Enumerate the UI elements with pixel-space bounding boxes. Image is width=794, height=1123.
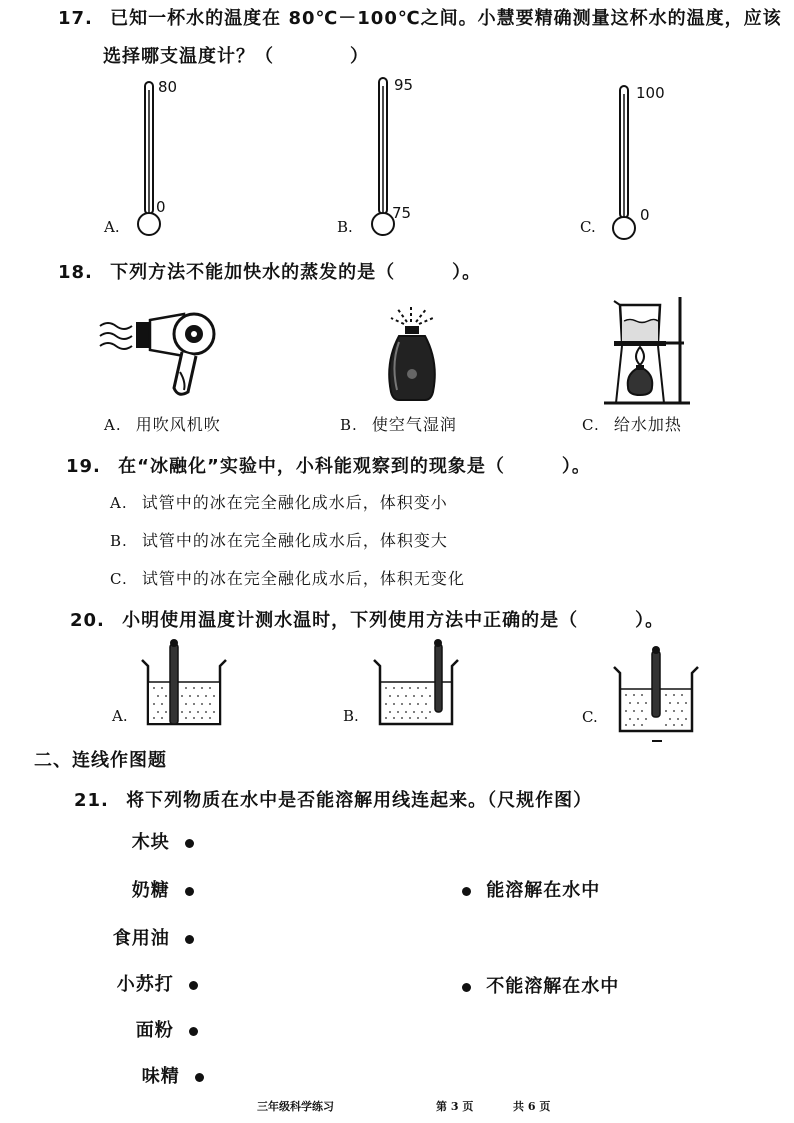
footer-page-number: 第 3 页	[436, 1100, 474, 1113]
connection-dot-icon[interactable]	[189, 981, 198, 990]
footer-subject: 三年级科学练习	[257, 1100, 334, 1113]
connection-dot-icon[interactable]	[462, 887, 471, 896]
q21-right-item-label: 不能溶解在水中	[486, 976, 620, 997]
q19-option-a-label: A.	[110, 494, 128, 512]
q19-option-c-label: C.	[110, 570, 128, 588]
q19-option-c[interactable]	[110, 566, 465, 589]
q17-option-a-label: A.	[104, 218, 120, 236]
humidifier-icon	[385, 300, 445, 404]
q20-option-a-label: A.	[112, 707, 128, 725]
q20-stem	[70, 606, 664, 632]
q21-right-item[interactable]	[462, 876, 600, 902]
q21-left-item[interactable]	[142, 1062, 204, 1088]
q19-option-c-text: 试管中的冰在完全融化成水后，体积无变化	[141, 569, 465, 588]
connection-dot-icon[interactable]	[185, 887, 194, 896]
q18-option-a-text: 用吹风机吹	[135, 415, 221, 434]
q21-left-item-label: 面粉	[135, 1020, 174, 1041]
q21-left-item-label: 木块	[131, 832, 170, 853]
thermometer-a-bottom-value: 0	[156, 198, 166, 216]
q21-left-item[interactable]	[113, 924, 194, 950]
thermometer-c-bottom-value: 0	[640, 206, 650, 224]
q18-stem	[58, 258, 481, 284]
q17-number: 17.	[58, 8, 93, 29]
q18-option-c-text: 给水加热	[613, 415, 682, 434]
q20-option-c-label: C.	[582, 708, 598, 726]
connection-dot-icon[interactable]	[185, 839, 194, 848]
q18-option-c-label: C.	[582, 416, 600, 434]
q21-right-item-label: 能溶解在水中	[486, 880, 601, 901]
beaker-b-icon	[372, 638, 462, 728]
q17-text-line2: 选择哪支温度计？（ ）	[103, 46, 369, 67]
q17-option-b-label: B.	[337, 218, 353, 236]
q19-text: 在“冰融化”实验中，小科能观察到的现象是（ ）。	[118, 456, 591, 477]
thermometer-b-top-value: 95	[394, 76, 414, 94]
q20-option-b-label: B.	[343, 707, 359, 725]
q20-text: 小明使用温度计测水温时，下列使用方法中正确的是（ ）。	[122, 610, 665, 631]
q21-left-item[interactable]	[117, 970, 198, 996]
q19-number: 19.	[66, 456, 101, 477]
q21-left-item-label: 食用油	[112, 928, 170, 949]
q19-stem	[66, 452, 591, 478]
q19-option-b-text: 试管中的冰在完全融化成水后，体积变大	[141, 531, 448, 550]
q18-option-b-label: B.	[340, 416, 358, 434]
thermometer-a-top-value: 80	[158, 78, 178, 96]
q21-left-item-label: 奶糖	[131, 880, 170, 901]
thermometer-a-icon	[140, 80, 170, 245]
q18-text: 下列方法不能加快水的蒸发的是（ ）。	[110, 262, 482, 283]
connection-dot-icon[interactable]	[195, 1073, 204, 1082]
q21-number: 21.	[74, 790, 109, 811]
q18-option-b[interactable]	[340, 412, 457, 435]
q21-stem	[74, 786, 592, 812]
q20-number: 20.	[70, 610, 105, 631]
q21-left-item[interactable]	[136, 1016, 198, 1042]
q18-number: 18.	[58, 262, 93, 283]
q21-left-item-label: 小苏打	[116, 974, 174, 995]
q21-right-item[interactable]	[462, 972, 619, 998]
q21-left-item[interactable]	[132, 828, 194, 854]
heating-apparatus-icon	[600, 295, 692, 407]
q21-text: 将下列物质在水中是否能溶解用线连起来。（尺规作图）	[126, 790, 593, 811]
q21-left-item-label: 味精	[141, 1066, 180, 1087]
thermometer-c-icon	[615, 84, 645, 249]
q21-left-item[interactable]	[132, 876, 194, 902]
q17-stem-line1	[58, 4, 782, 30]
beaker-c-icon	[612, 645, 702, 745]
q18-option-a-label: A.	[104, 416, 122, 434]
q19-option-b[interactable]	[110, 528, 448, 551]
q17-text-line1: 已知一杯水的温度在 80℃－100℃之间。小慧要精确测量这杯水的温度，应该	[110, 8, 782, 29]
q19-option-a[interactable]	[110, 490, 448, 513]
q18-option-a[interactable]	[104, 412, 221, 435]
q18-option-c[interactable]	[582, 412, 682, 435]
connection-dot-icon[interactable]	[185, 935, 194, 944]
footer-total-pages: 共 6 页	[513, 1100, 551, 1113]
hair-dryer-icon	[98, 312, 228, 402]
connection-dot-icon[interactable]	[462, 983, 471, 992]
q19-option-a-text: 试管中的冰在完全融化成水后，体积变小	[141, 493, 448, 512]
connection-dot-icon[interactable]	[189, 1027, 198, 1036]
thermometer-c-top-value: 100	[636, 84, 665, 102]
thermometer-b-bottom-value: 75	[392, 204, 412, 222]
q18-option-b-text: 使空气湿润	[371, 415, 457, 434]
section-2-title: 二、连线作图题	[34, 750, 167, 771]
q17-option-c-label: C.	[580, 218, 596, 236]
q19-option-b-label: B.	[110, 532, 128, 550]
beaker-a-icon	[140, 638, 230, 728]
